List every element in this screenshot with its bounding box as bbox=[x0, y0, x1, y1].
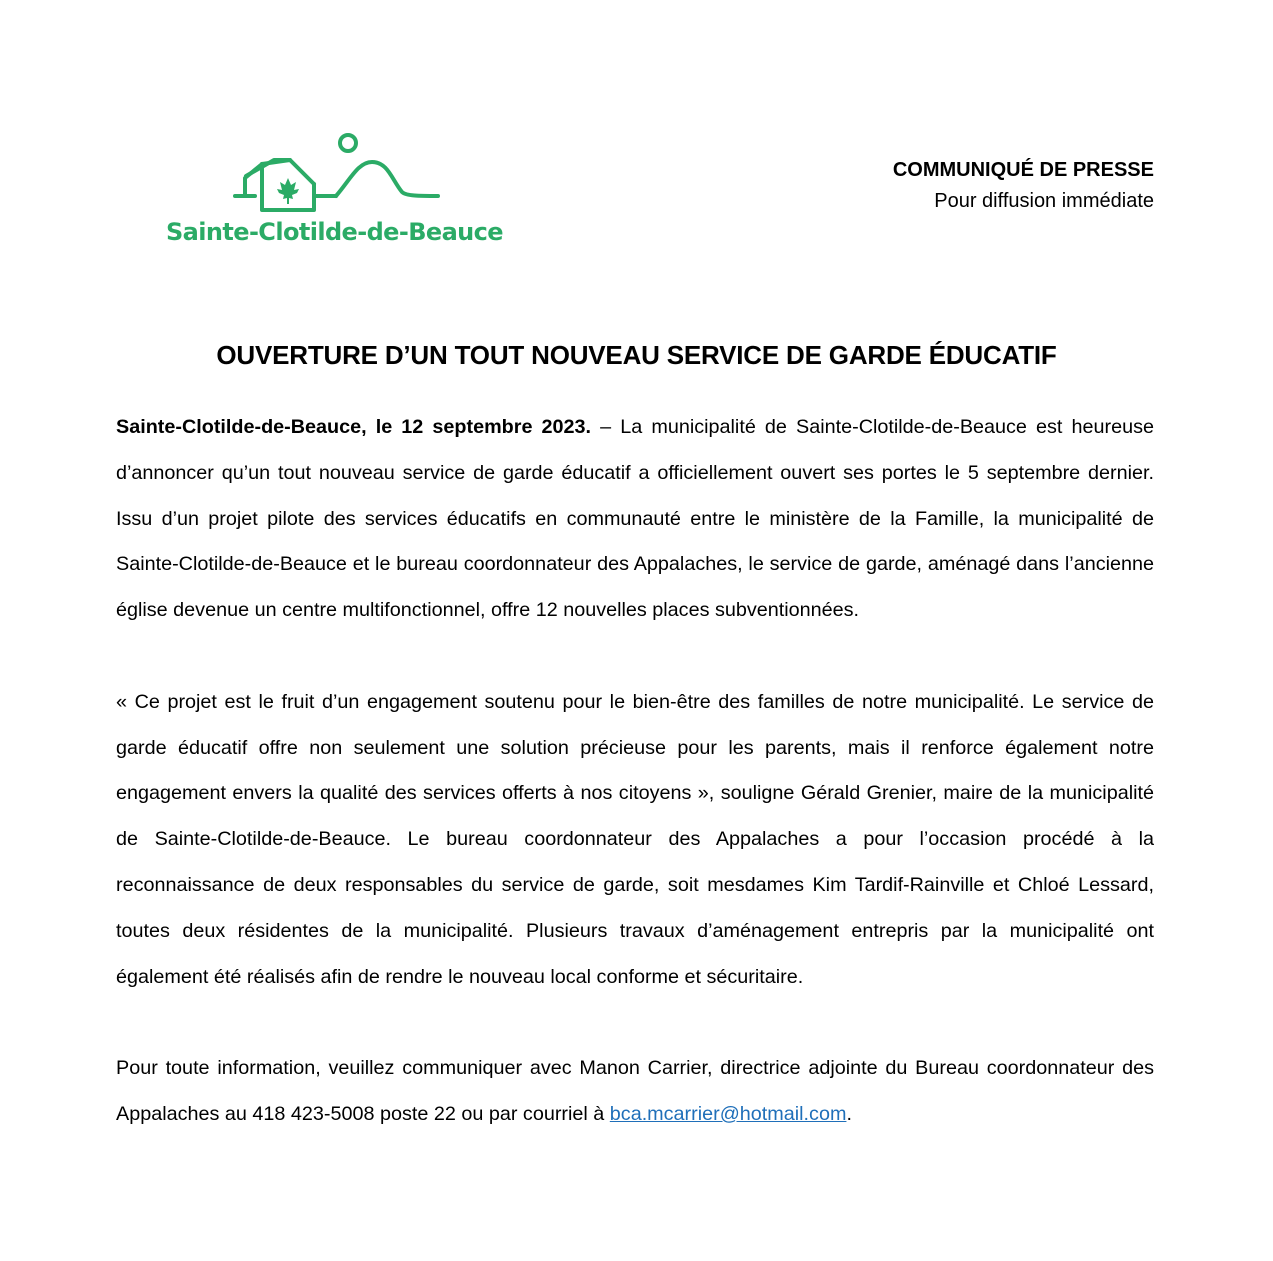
logo-wordmark: Sainte-Clotilde-de-Beauce bbox=[166, 218, 503, 246]
headline: OUVERTURE D’UN TOUT NOUVEAU SERVICE DE GARDE ÉDUCATIF bbox=[216, 340, 1057, 370]
release-timing: Pour diffusion immédiate bbox=[934, 190, 1154, 212]
contact-email-link[interactable]: bca.mcarrier@hotmail.com bbox=[609, 1102, 847, 1125]
contact-end: . bbox=[846, 1102, 852, 1125]
press-release-header bbox=[893, 155, 1154, 217]
paragraph-announcement bbox=[116, 405, 1154, 634]
paragraph-quote: « Ce projet est le fruit d’un engagement soutenu pour le bien-être des familles de notre municipalité. Le service de garde éducatif offre non seulement une solution précieuse pour les parents, mais il renforce également notre engagement envers la qualité des services offerts à nos citoyens », souligne Gérald Grenier, maire de la municipalité de Sainte-Clotilde-de-Beauce. Le bureau coordonnateur des Appalaches a pour l’occasion procédé à la reconnaissance de deux responsables du service de garde, soit mesdames Kim Tardif-Rainville et Chloé Lessard, toutes deux résidentes de la municipalité. Plusieurs travaux d’aménagement entrepris par la municipalité ont également été réalisés afin de rendre le nouveau local conforme et sécuritaire. bbox=[116, 690, 1154, 988]
press-release-body bbox=[116, 405, 1154, 1138]
press-release-label: COMMUNIQUÉ DE PRESSE bbox=[892, 159, 1154, 181]
house-maple-leaf-hills-logo-icon bbox=[232, 128, 444, 218]
contact-text: Pour toute information, veuillez communiquer avec Manon Carrier, directrice adjointe du Bureau coordonnateur des Appalaches au 418 423-5008 poste 22 ou par courriel à bbox=[116, 1057, 1154, 1125]
municipality-logo bbox=[166, 128, 516, 253]
paragraph-contact bbox=[116, 1046, 1154, 1138]
announcement-text: – La municipalité de Sainte-Clotilde-de-Beauce est heureuse d’annoncer qu’un tout nouveau service de garde éducatif a officiellement ouvert ses portes le 5 septembre dernier. Issu d’un projet pilote des services éducatifs en communauté entre le ministère de la Famille, la municipalité de Sainte-Clotilde-de-Beauce et le bureau coordonnateur des Appalaches, le service de garde, aménagé dans l’ancienne église devenue un centre multifonctionnel, offre 12 nouvelles places subventionnées. bbox=[116, 416, 1155, 622]
dateline: Sainte-Clotilde-de-Beauce, le 12 septembre 2023. bbox=[116, 416, 592, 438]
